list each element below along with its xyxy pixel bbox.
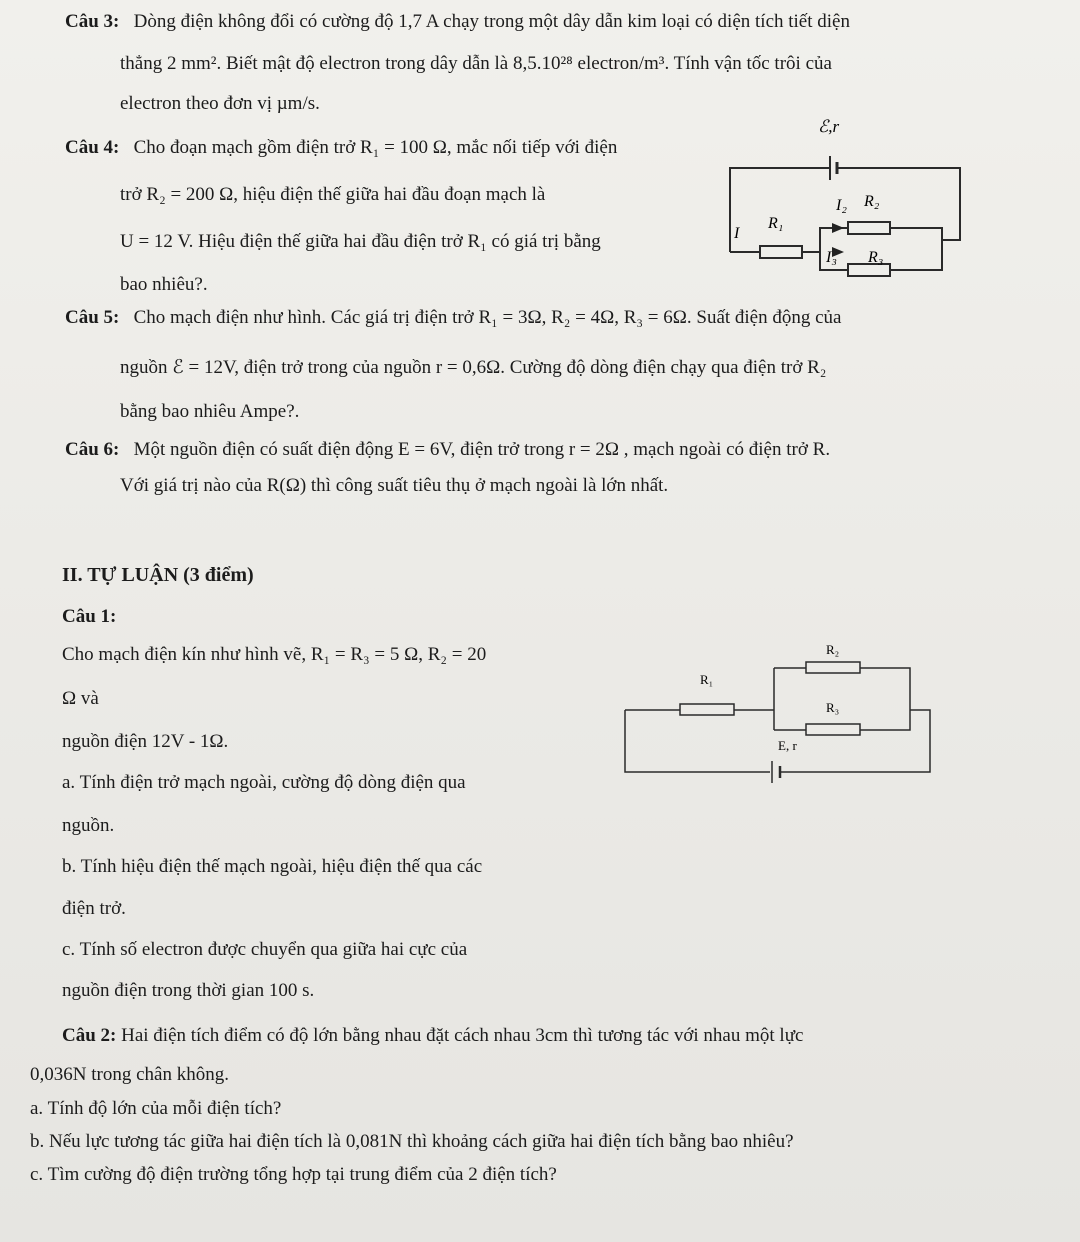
circuit-diagram-2 — [620, 630, 940, 780]
q3-label: Câu 3: — [65, 11, 120, 32]
tl1-line-1: Cho mạch điện kín như hình vẽ, R₁ = R₃ = 5 Ω, R₂ = 20 — [62, 644, 487, 665]
tl1-line-2: Ω và — [62, 688, 99, 709]
circuit1-wire-join — [890, 228, 942, 270]
q5-text-1: Cho mạch điện như hình. Các giá trị điện trở R₁ = 3Ω, R₂ = 4Ω, R₃ = 6Ω. Suất điện động của — [133, 307, 842, 328]
tl2-line-2: 0,036N trong chân không. — [30, 1064, 229, 1085]
q6-label: Câu 6: — [65, 439, 120, 460]
q5-label: Câu 5: — [65, 307, 120, 328]
tl2-text-1: Hai điện tích điểm có độ lớn bằng nhau đặt cách nhau 3cm thì tương tác với nhau một lực — [121, 1025, 804, 1046]
tl1-line-3: nguồn điện 12V - 1Ω. — [62, 731, 229, 752]
circuit1-label-r3: R₃ — [868, 249, 884, 266]
circuit1-resistor-r1 — [760, 246, 802, 258]
tl2-b: b. Nếu lực tương tác giữa hai điện tích là 0,081N thì khoảng cách giữa hai điện tích bằng bao nhiêu? — [30, 1131, 794, 1152]
tl1-a-1: a. Tính điện trở mạch ngoài, cường độ dòng điện qua — [62, 772, 466, 793]
tl1-c-2: nguồn điện trong thời gian 100 s. — [62, 980, 315, 1001]
circuit2-wire-right — [780, 710, 930, 772]
tl2-c: c. Tìm cường độ điện trường tổng hợp tại trung điểm của 2 điện tích? — [30, 1164, 557, 1185]
circuit1-arrow-i2 — [832, 223, 844, 233]
q5-line-2: nguồn ℰ = 12V, điện trở trong của nguồn r = 0,6Ω. Cường độ dòng điện chạy qua điện trở R₂ — [120, 357, 827, 378]
circuit1-label-r1: R₁ — [768, 215, 784, 232]
q3-line-1 — [65, 10, 850, 34]
q5-line-3: bằng bao nhiêu Ampe?. — [120, 401, 300, 422]
circuit1-label-i2: I₂ — [836, 197, 847, 214]
q4-line-4: bao nhiêu?. — [120, 274, 208, 295]
circuit1-label-r2: R₂ — [864, 193, 880, 210]
circuit2-label-r2: R₂ — [826, 642, 840, 657]
q3-line-3: electron theo đơn vị µm/s. — [120, 93, 320, 114]
q4-line-3: U = 12 V. Hiệu điện thế giữa hai đầu điện trở R₁ có giá trị bằng — [120, 231, 601, 252]
circuit1-label-i: I — [734, 225, 740, 242]
circuit1-wire-split-top — [802, 228, 848, 252]
tl1-a-2: nguồn. — [62, 815, 115, 836]
circuit1-wire-left — [730, 168, 830, 252]
circuit1-label-i3: I₃ — [826, 249, 837, 266]
q4-line-2: trở R₂ = 200 Ω, hiệu điện thế giữa hai đầu đoạn mạch là — [120, 184, 546, 205]
q4-label: Câu 4: — [65, 137, 120, 158]
tl1-c-1: c. Tính số electron được chuyển qua giữa hai cực của — [62, 939, 468, 960]
q5-line-1 — [65, 306, 842, 330]
tl2-label: Câu 2: — [62, 1025, 117, 1046]
q6-text-1: Một nguồn điện có suất điện động E = 6V, điện trở trong r = 2Ω , mạch ngoài có điện trở R. — [133, 439, 831, 460]
q3-line-2: thẳng 2 mm². Biết mật độ electron trong dây dẫn là 8,5.10²⁸ electron/m³. Tính vận tốc trôi của — [120, 53, 832, 74]
circuit1-source-label: ℰ,r — [818, 117, 840, 136]
circuit2-branch-right — [860, 668, 910, 730]
circuit2-label-r1: R₁ — [700, 672, 714, 687]
circuit-diagram-1 — [720, 110, 980, 300]
tl2-a: a. Tính độ lớn của mỗi điện tích? — [30, 1098, 282, 1119]
tl2-line-1 — [62, 1024, 803, 1048]
tl1-label: Câu 1: — [62, 606, 117, 627]
q4-text-1: Cho đoạn mạch gồm điện trở R₁ = 100 Ω, mắc nối tiếp với điện — [133, 137, 618, 158]
section-2-title: II. TỰ LUẬN (3 điểm) — [62, 564, 254, 586]
q6-line-1 — [65, 438, 830, 462]
circuit2-wire-left — [625, 710, 770, 772]
q6-line-2: Với giá trị nào của R(Ω) thì công suất tiêu thụ ở mạch ngoài là lớn nhất. — [120, 475, 669, 496]
tl1-b-2: điện trở. — [62, 898, 126, 919]
circuit2-label-source: E, r — [778, 738, 797, 753]
circuit2-resistor-r3 — [806, 724, 860, 735]
circuit2-resistor-r2 — [806, 662, 860, 673]
q4-line-1 — [65, 136, 617, 160]
tl1-b-1: b. Tính hiệu điện thế mạch ngoài, hiệu điện thế qua các — [62, 856, 483, 877]
circuit2-resistor-r1 — [680, 704, 734, 715]
circuit2-label-r3: R₃ — [826, 700, 840, 715]
q3-text-1: Dòng điện không đổi có cường độ 1,7 A chạy trong một dây dẫn kim loại có diện tích tiết diện — [133, 11, 850, 32]
circuit1-resistor-r2 — [848, 222, 890, 234]
